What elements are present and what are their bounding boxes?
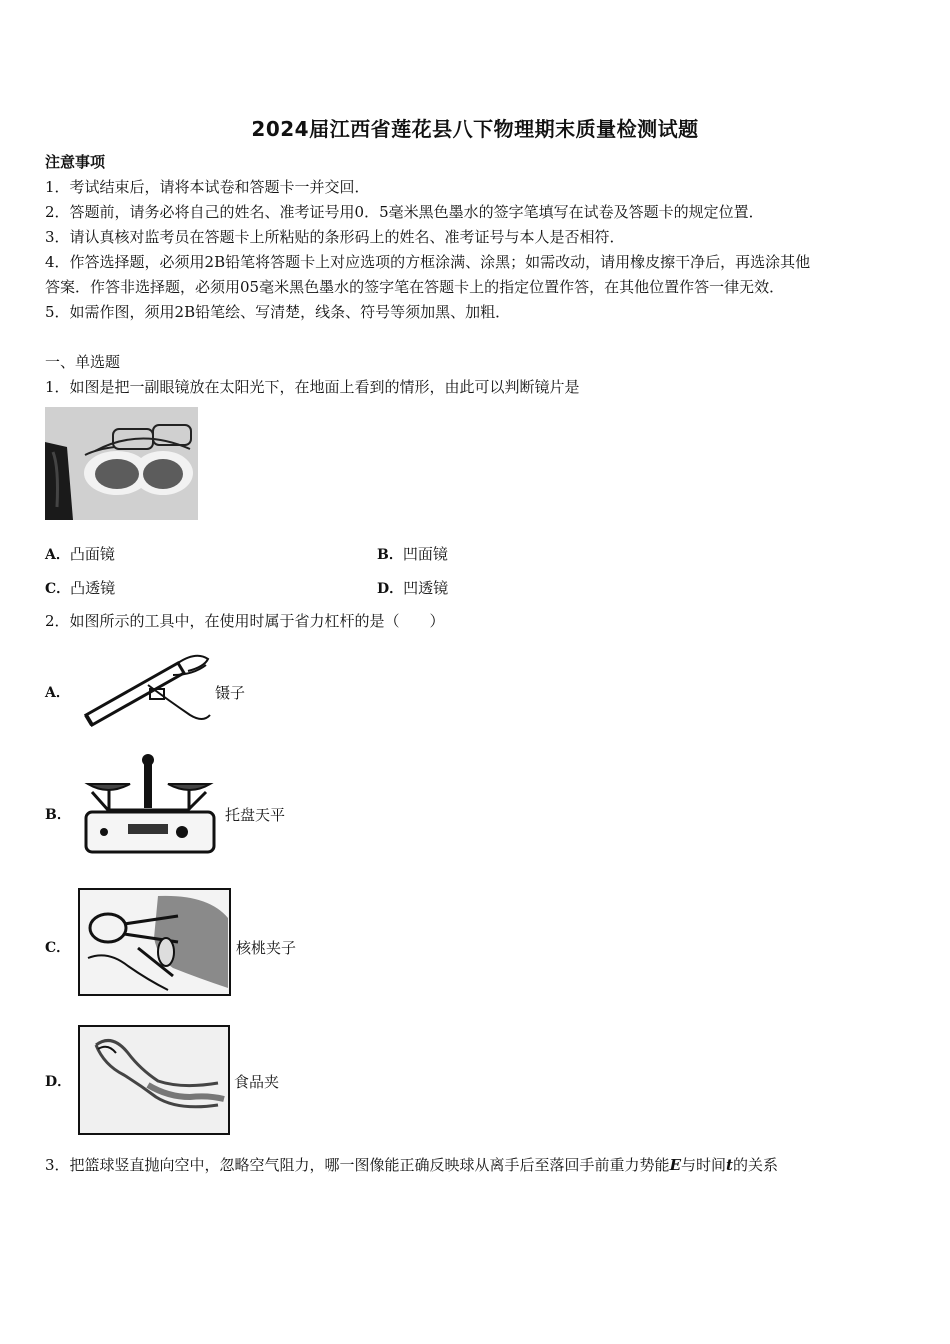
nutcracker-image bbox=[78, 888, 231, 996]
q2-option-a-label[interactable]: 镊子 bbox=[215, 684, 246, 702]
q2-option-a-letter[interactable]: A． bbox=[45, 685, 70, 701]
notice-item: 3．请认真核对监考员在答题卡上所粘贴的条形码上的姓名、准考证号与本人是否相符． bbox=[45, 228, 625, 246]
q2-option-d-letter[interactable]: D． bbox=[45, 1074, 72, 1090]
notice-item: 1．考试结束后，请将本试卷和答题卡一并交回． bbox=[45, 178, 370, 196]
q2-option-b-letter[interactable]: B． bbox=[45, 807, 71, 823]
notice-heading: 注意事项 bbox=[45, 153, 106, 171]
food-tongs-image bbox=[78, 1025, 230, 1135]
question-3-stem: 3．把篮球竖直抛向空中，忽略空气阻力，哪一图像能正确反映球从离手后至落回手前重力势能E与时间t的关系 bbox=[45, 1156, 778, 1174]
q2-option-d-label[interactable]: 食品夹 bbox=[234, 1073, 280, 1091]
q1-option-c[interactable]: C．凸透镜 bbox=[45, 579, 116, 597]
q1-option-b[interactable]: B．凹面镜 bbox=[377, 545, 448, 563]
section-heading: 一、单选题 bbox=[45, 353, 121, 371]
q1-option-d[interactable]: D．凹透镜 bbox=[377, 579, 449, 597]
balance-image bbox=[78, 752, 220, 856]
q2-option-c-label[interactable]: 核桃夹子 bbox=[236, 939, 297, 957]
question-1-stem: 1．如图是把一副眼镜放在太阳光下，在地面上看到的情形，由此可以判断镜片是 bbox=[45, 378, 580, 396]
notice-item: 5．如需作图，须用2B铅笔绘、写清楚，线条、符号等须加黑、加粗． bbox=[45, 303, 511, 321]
question-2-stem: 2．如图所示的工具中，在使用时属于省力杠杆的是（ ） bbox=[45, 612, 445, 630]
glasses-shadow-image bbox=[45, 407, 198, 520]
notice-item: 4．作答选择题，必须用2B铅笔将答题卡上对应选项的方框涂满、涂黑；如需改动，请用橡皮擦干净后，再选涂其他 bbox=[45, 253, 811, 271]
q2-option-c-letter[interactable]: C． bbox=[45, 940, 71, 956]
notice-item: 2．答题前，请务必将自己的姓名、准考证号用0．5毫米黑色墨水的签字笔填写在试卷及答题卡的规定位置． bbox=[45, 203, 764, 221]
q2-option-b-label[interactable]: 托盘天平 bbox=[225, 806, 286, 824]
page-title: 2024届江西省莲花县八下物理期末质量检测试题 bbox=[251, 117, 699, 141]
q1-option-a[interactable]: A．凸面镜 bbox=[45, 545, 115, 563]
notice-item: 答案．作答非选择题，必须用05毫米黑色墨水的签字笔在答题卡上的指定位置作答，在其他位置作答一律无效． bbox=[45, 278, 785, 296]
tweezers-image bbox=[78, 645, 213, 730]
